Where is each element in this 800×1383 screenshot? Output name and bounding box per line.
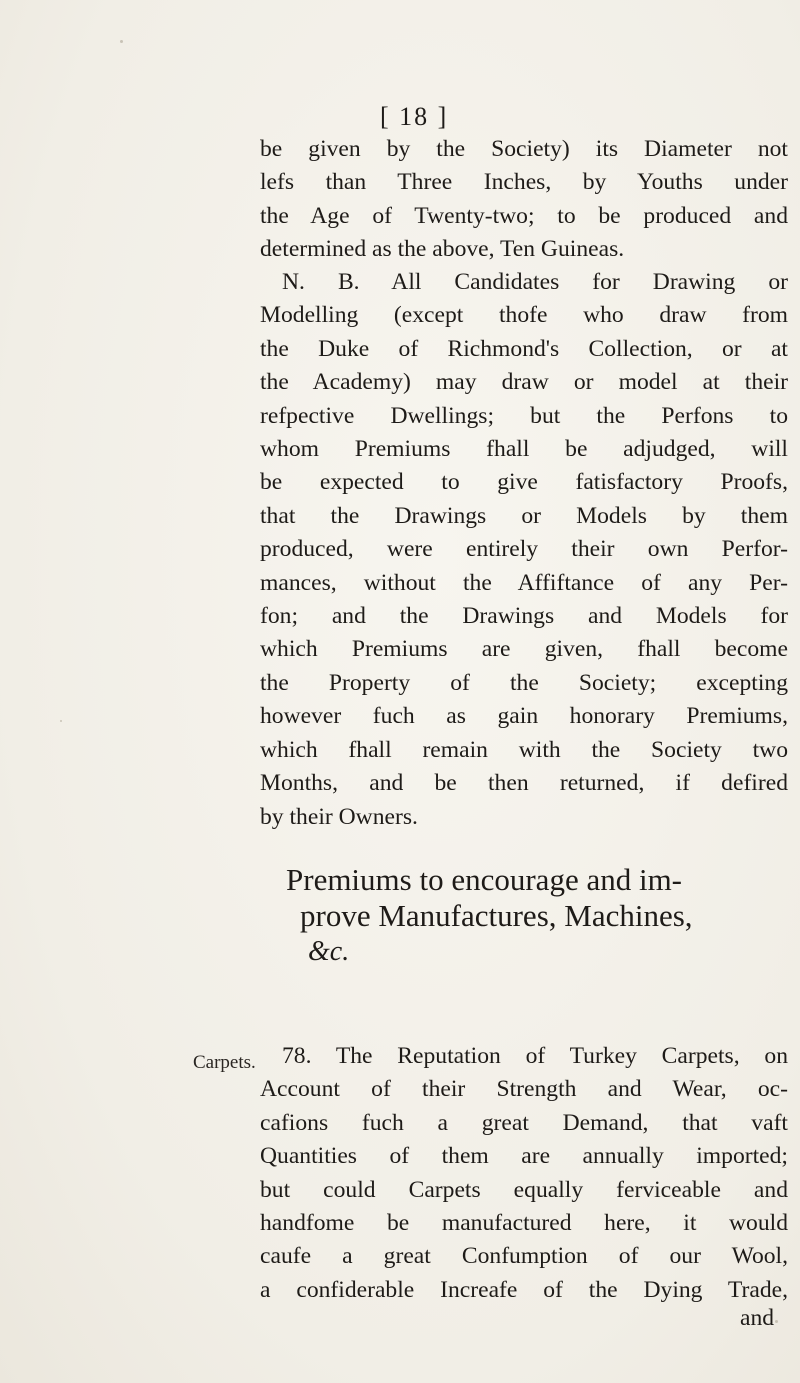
text-line: fon; and the Drawings and Models for [260,603,788,630]
text-line: mances, without the Affiftance of any Per- [260,569,788,596]
heading-line: &c. [308,936,350,967]
text-line: the Age of Twenty-two; to be produced and [260,202,788,229]
text-line: which Premiums are given, fhall become [260,636,788,663]
text-line: Quantities of them are annually imported; [260,1143,788,1170]
text-line: N. B. All Candidates for Drawing or [282,269,788,295]
paragraph-3 [260,1040,788,1307]
text-line: Account of their Strength and Wear, oc- [260,1076,788,1103]
text-line: which fhall remain with the Society two [260,736,788,763]
margin-note: Carpets. [193,1052,256,1073]
section-heading [286,862,786,970]
paragraph-1 [260,133,788,267]
paper-speck [775,1320,778,1323]
catchword: and [740,1305,775,1331]
text-line: refpective Dwellings; but the Perfons to [260,402,788,429]
text-line: cafions fuch a great Demand, that vaft [260,1109,788,1136]
text-line: whom Premiums fhall be adjudged, will [260,436,788,463]
text-line: the Academy) may draw or model at their [260,369,788,396]
heading-line: Premiums to encourage and im- [286,862,683,897]
heading-line: prove Manufactures, Machines, [300,898,693,933]
text-line: handfome be manufactured here, it would [260,1210,788,1237]
text-line: be expected to give fatisfactory Proofs, [260,469,788,496]
text-line: that the Drawings or Models by them [260,502,788,529]
paper-speck [120,40,123,43]
text-line: be given by the Society) its Diameter not [260,136,788,162]
text-line: 78. The Reputation of Turkey Carpets, on [282,1043,788,1069]
paragraph-2 [260,266,788,834]
text-line: caufe a great Confumption of our Wool, [260,1243,788,1270]
text-line: Months, and be then returned, if defired [260,770,788,797]
page-number: [ 18 ] [380,102,449,131]
paper-speck [60,720,62,722]
text-line: a confiderable Increafe of the Dying Trade, [260,1276,788,1303]
text-line: determined as the above, Ten Guineas. [260,236,625,263]
text-line: Modelling (except thofe who draw from [260,302,788,329]
text-line: the Property of the Society; excepting [260,669,788,696]
text-line: lefs than Three Inches, by Youths under [260,169,788,196]
text-line: produced, were entirely their own Perfor- [260,536,788,563]
text-line: but could Carpets equally ferviceable and [260,1176,788,1203]
text-line: however fuch as gain honorary Premiums, [260,703,788,730]
text-line: the Duke of Richmond's Collection, or at [260,335,788,362]
text-line: by their Owners. [260,803,418,830]
